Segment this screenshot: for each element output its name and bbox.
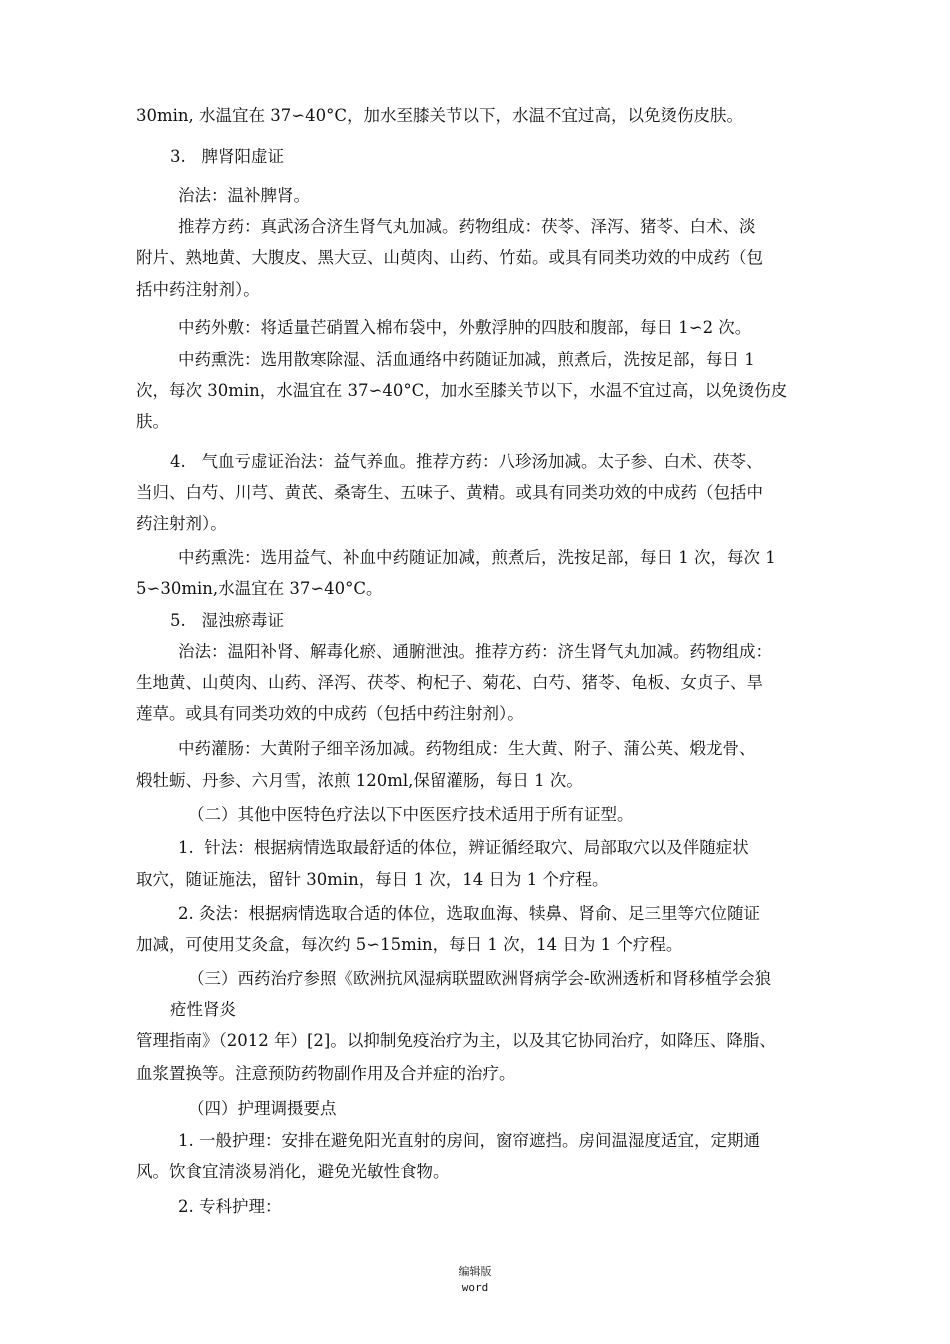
paragraph-line: 1. 一般护理：安排在避免阳光直射的房间，窗帘遮挡。房间温湿度适宜，定期通 (178, 1131, 760, 1150)
paragraph-line: 5∽30min,水温宜在 37∽40°C。 (136, 579, 383, 598)
footer-word: word (461, 1281, 489, 1294)
subsection-heading: （四）护理调摄要点 (188, 1099, 337, 1118)
paragraph-line: 煅牡蛎、丹参、六月雪，浓煎 120ml,保留灌肠，每日 1 次。 (136, 771, 583, 790)
paragraph-line: 血浆置换等。注意预防药物副作用及合并症的治疗。 (136, 1064, 516, 1083)
section-heading: 3. 脾肾阳虚证 (170, 147, 284, 166)
paragraph-line: 当归、白芍、川芎、黄芪、桑寄生、五味子、黄精。或具有同类功效的中成药（包括中 (136, 483, 763, 502)
paragraph-line: 2. 灸法：根据病情选取合适的体位，选取血海、犊鼻、肾俞、足三里等穴位随证 (178, 904, 760, 923)
paragraph-line: 推荐方药：真武汤合济生肾气丸加减。药物组成：茯苓、泽泻、猪苓、白术、淡 (178, 217, 756, 236)
paragraph-line: 莲草。或具有同类功效的中成药（包括中药注射剂）。 (136, 704, 524, 723)
paragraph-line: 肤。 (136, 412, 169, 431)
paragraph-line: 治法：温阳补肾、解毒化瘀、通腑泄浊。推荐方药：济生肾气丸加减。药物组成： (178, 642, 772, 661)
paragraph-line: 中药熏洗：选用益气、补血中药随证加减，煎煮后，洗按足部，每日 1 次，每次 1 (178, 548, 776, 567)
paragraph-line: 生地黄、山萸肉、山药、泽泻、茯苓、枸杞子、菊花、白芍、猪苓、龟板、女贞子、旱 (136, 673, 763, 692)
paragraph-line: 取穴，随证施法，留针 30min，每日 1 次，14 日为 1 个疗程。 (136, 870, 609, 889)
paragraph-line: 中药外敷：将适量芒硝置入棉布袋中，外敷浮肿的四肢和腹部，每日 1∽2 次。 (178, 318, 752, 337)
paragraph-line: 2. 专科护理： (178, 1197, 282, 1216)
paragraph-line: 次，每次 30min，水温宜在 37∽40°C，加水至膝关节以下，水温不宜过高，以免烫伤皮 (136, 381, 788, 400)
section-heading: 4. 气血亏虚证治法：益气养血。推荐方药：八珍汤加减。太子参、白术、茯苓、 (170, 452, 763, 471)
paragraph-line: 附片、熟地黄、大腹皮、黑大豆、山萸肉、山药、竹茹。或具有同类功效的中成药（包 (136, 248, 763, 267)
paragraph-line: 中药灌肠：大黄附子细辛汤加减。药物组成：生大黄、附子、蒲公英、煅龙骨、 (178, 739, 756, 758)
paragraph-line: 加减，可使用艾灸盒，每次约 5∽15min，每日 1 次，14 日为 1 个疗程。 (136, 935, 683, 954)
paragraph-line: 风。饮食宜清淡易消化，避免光敏性食物。 (136, 1162, 450, 1181)
paragraph-line: 治法：温补脾肾。 (178, 186, 310, 205)
footer-label: 编辑版 (458, 1265, 492, 1278)
section-heading: 5. 湿浊瘀毒证 (170, 611, 284, 630)
paragraph-line: 1. 针法：根据病情选取最舒适的体位，辨证循经取穴、局部取穴以及伴随症状 (178, 838, 749, 857)
paragraph-line: 疮性肾炎 (170, 1000, 236, 1019)
subsection-heading: （三）西药治疗参照《欧洲抗风湿病联盟欧洲肾病学会-欧洲透析和肾移植学会狼 (188, 969, 772, 988)
paragraph-line: 药注射剂）。 (136, 514, 227, 533)
paragraph-line: 管理指南》（2012 年）[2]。以抑制免疫治疗为主，以及其它协同治疗，如降压、降脂、 (136, 1031, 776, 1050)
paragraph-line: 30min, 水温宜在 37∽40°C，加水至膝关节以下，水温不宜过高，以免烫伤皮肤。 (136, 106, 743, 125)
paragraph-line: 括中药注射剂）。 (136, 280, 260, 299)
subsection-heading: （二）其他中医特色疗法以下中医医疗技术适用于所有证型。 (188, 805, 634, 824)
paragraph-line: 中药熏洗：选用散寒除湿、活血通络中药随证加减，煎煮后，洗按足部，每日 1 (178, 350, 755, 369)
